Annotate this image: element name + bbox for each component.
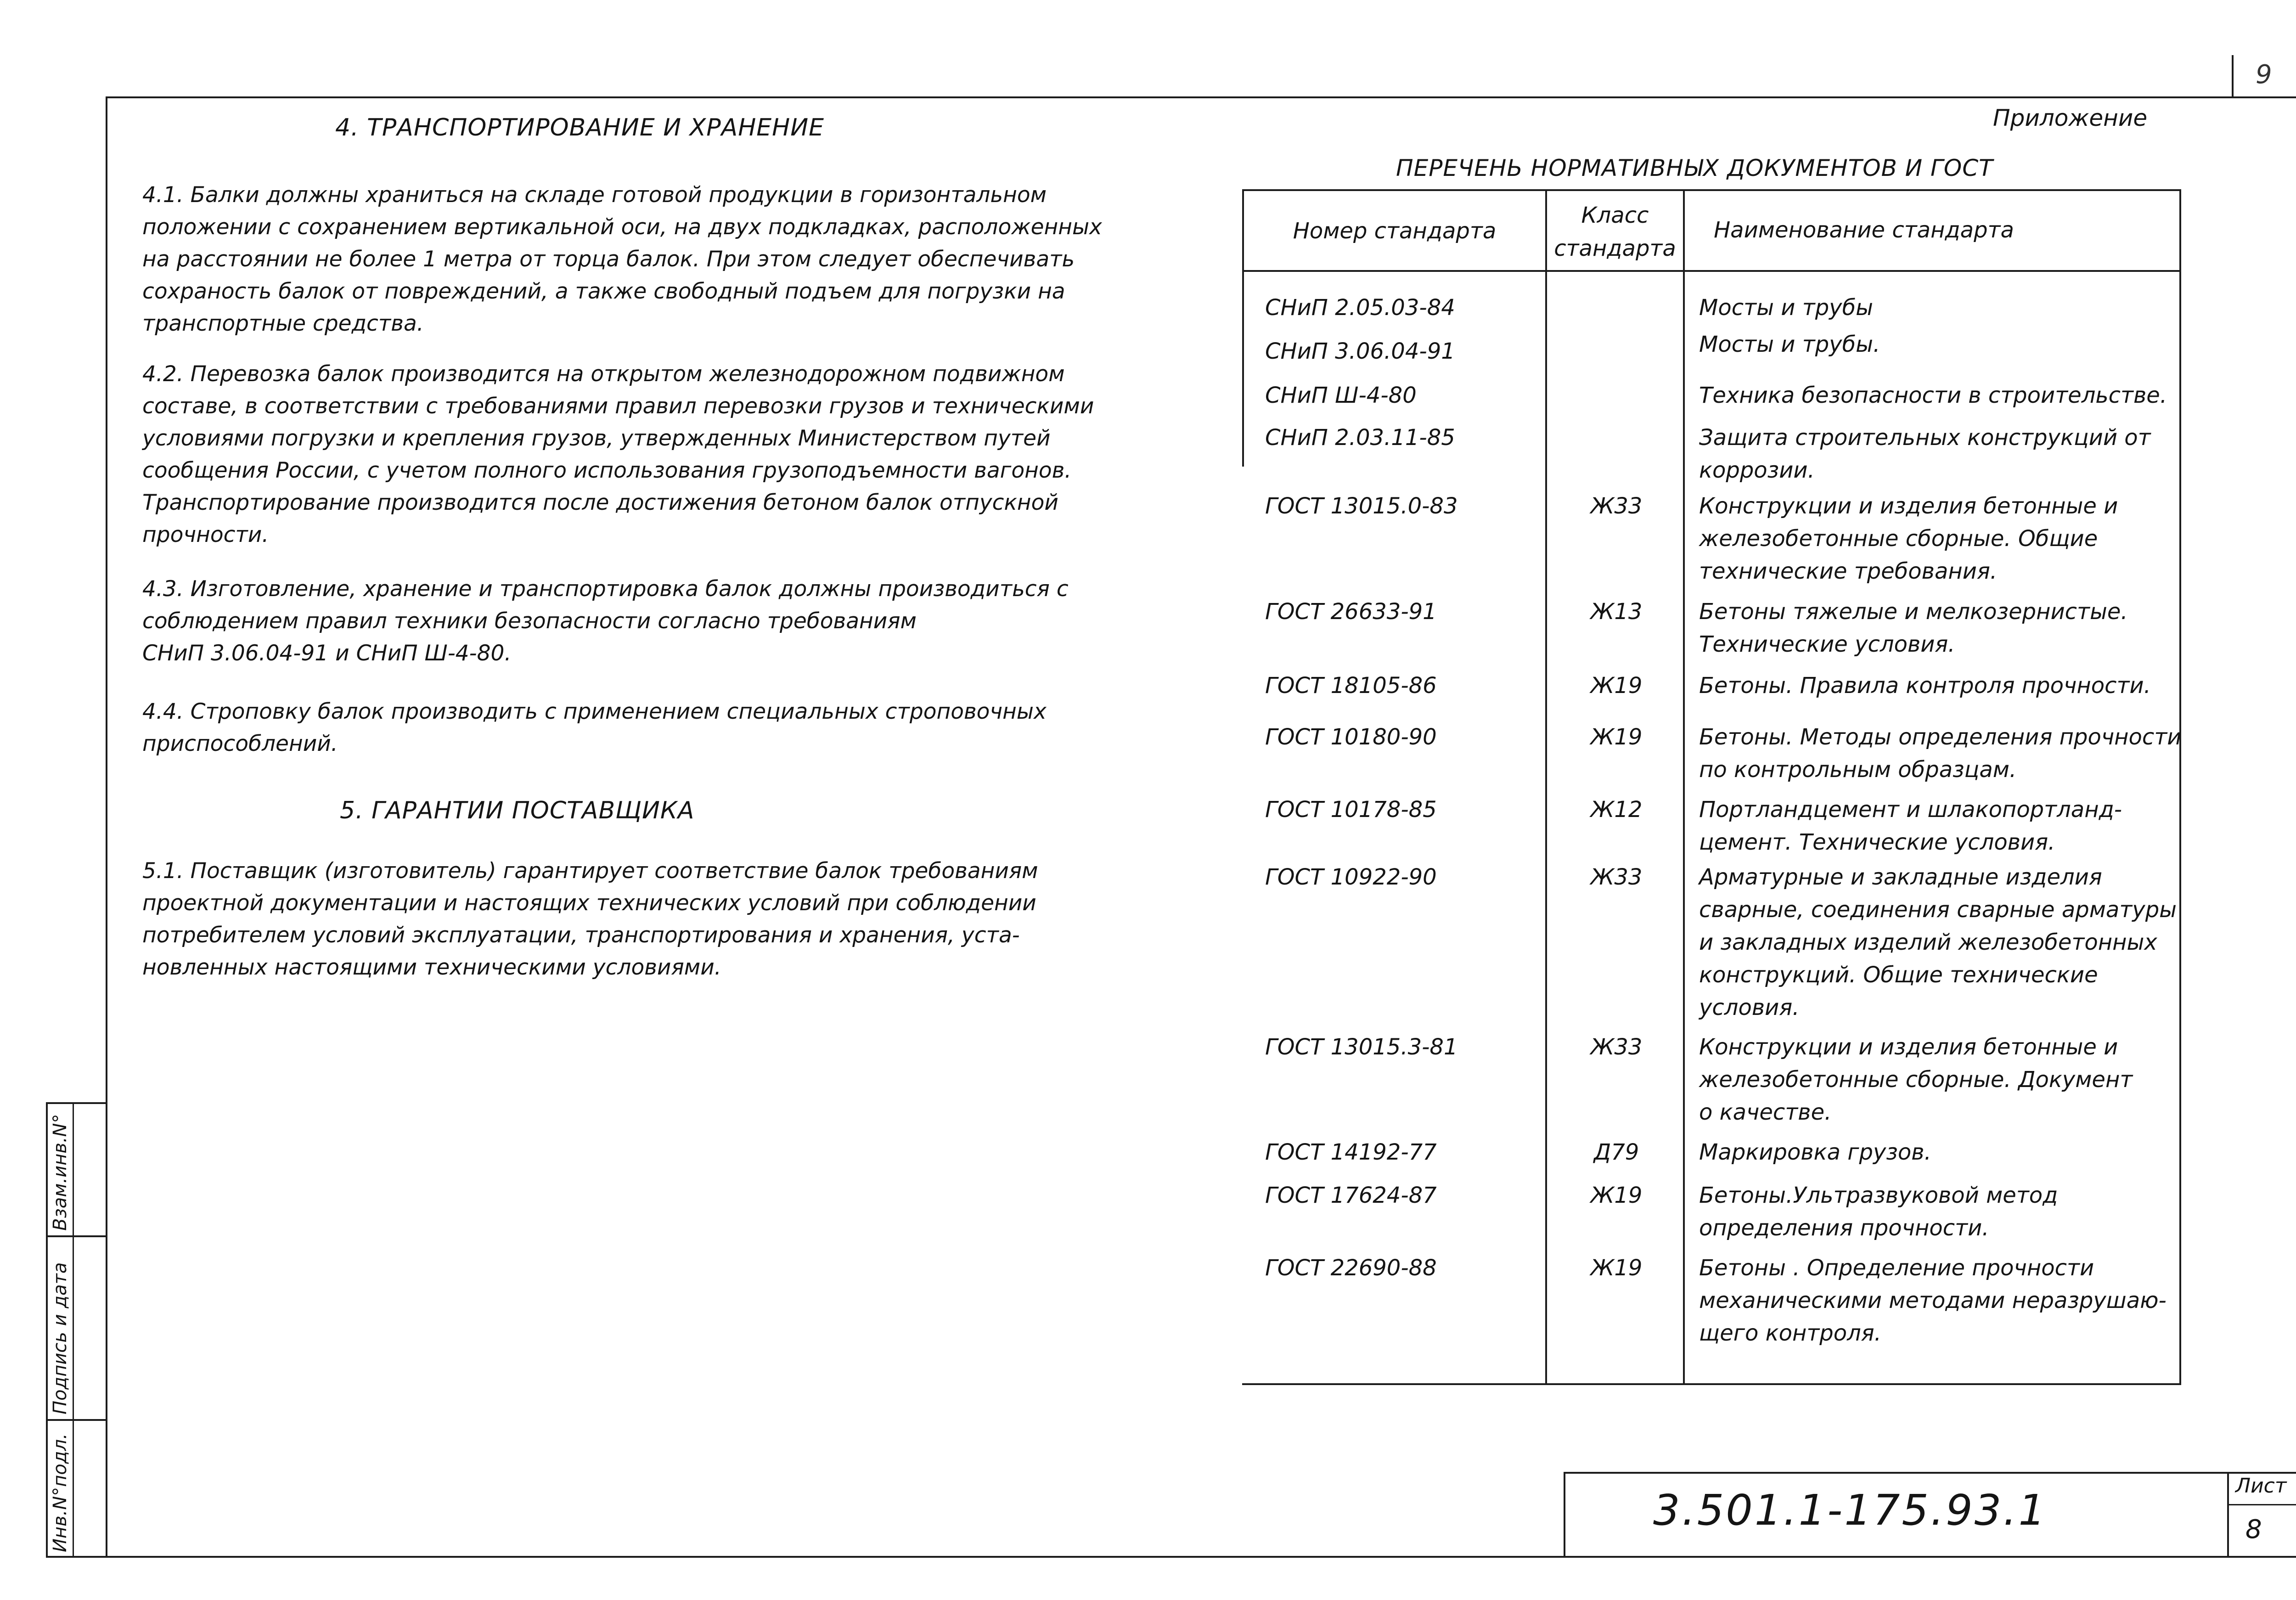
row-name-line: щего контроля. xyxy=(1699,1320,1881,1346)
paragraph-line: транспортные средства. xyxy=(142,311,424,336)
row-name-line: Бетоны . Определение прочности xyxy=(1699,1255,2094,1281)
row-number: ГОСТ 10180-90 xyxy=(1265,724,1437,750)
header-name: Наименование стандарта xyxy=(1714,217,2014,243)
table-header-bottom xyxy=(1242,270,2181,272)
frame-bottom-line xyxy=(46,1556,2296,1558)
header-number: Номер стандарта xyxy=(1293,218,1497,244)
table-top xyxy=(1242,189,2181,191)
row-class: Д79 xyxy=(1593,1139,1639,1165)
paragraph-line: приспособлений. xyxy=(142,731,338,756)
row-name-line: о качестве. xyxy=(1699,1099,1832,1125)
row-number: ГОСТ 17624-87 xyxy=(1265,1183,1437,1208)
row-name xyxy=(1699,379,2167,412)
row-number: ГОСТ 18105-86 xyxy=(1265,673,1437,699)
row-name-line: Технические условия. xyxy=(1699,631,1955,657)
row-name-line: конструкций. Общие технические xyxy=(1699,962,2098,988)
row-name-line: Бетоны. Методы определения прочности xyxy=(1699,724,2182,750)
document-code: 3.501.1-175.93.1 xyxy=(1653,1486,2048,1535)
row-class: Ж19 xyxy=(1590,673,1643,699)
row-name-line: сварные, соединения сварные арматуры xyxy=(1699,897,2177,923)
side-label-inventory: Инв.N°подл. xyxy=(50,1433,71,1552)
row-class: Ж33 xyxy=(1590,493,1643,519)
row-number: ГОСТ 14192-77 xyxy=(1265,1139,1437,1165)
row-name-line: технические требования. xyxy=(1699,558,1998,584)
side-stamp-inner-v xyxy=(73,1102,74,1558)
row-number: СНиП 2.03.11-85 xyxy=(1265,425,1455,451)
paragraph-line: потребителем условий эксплуатации, транспортирования и хранения, уста- xyxy=(142,923,1020,948)
section5-heading: 5. ГАРАНТИИ ПОСТАВЩИКА xyxy=(340,797,695,824)
paragraph-line: прочности. xyxy=(142,522,269,547)
row-name-line: Портландцемент и шлакопортланд- xyxy=(1699,797,2122,823)
row-number: ГОСТ 13015.3-81 xyxy=(1265,1034,1458,1060)
row-name xyxy=(1699,328,1880,361)
paragraph-line: СНиП 3.06.04-91 и СНиП Ш-4-80. xyxy=(142,641,512,666)
frame-corner-tick xyxy=(2232,55,2234,98)
row-class: Ж19 xyxy=(1590,1255,1643,1281)
sheet-label: Лист xyxy=(2235,1474,2287,1498)
row-name-line: Маркировка грузов. xyxy=(1699,1139,1931,1165)
paragraph-line: составе, в соответствии с требованиями правил перевозки грузов и техническими xyxy=(142,394,1094,419)
row-name xyxy=(1699,1031,2133,1129)
paragraph-line: сообщения России, с учетом полного использования грузоподъемности вагонов. xyxy=(142,458,1072,483)
side-label-signature-date: Подпись и дата xyxy=(50,1262,71,1414)
paragraph-line: сохраность балок от повреждений, а также свободный подъем для погрузки на xyxy=(142,279,1065,304)
row-name-line: Арматурные и закладные изделия xyxy=(1699,864,2102,890)
row-name-line: Мосты и трубы. xyxy=(1699,332,1880,357)
sheet-number: 8 xyxy=(2245,1515,2262,1544)
paragraph-4-1 xyxy=(142,179,1134,340)
row-class: Ж19 xyxy=(1590,724,1643,750)
row-number: ГОСТ 10178-85 xyxy=(1265,797,1437,823)
row-name xyxy=(1699,1136,1931,1169)
row-name-line: определения прочности. xyxy=(1699,1215,1989,1241)
row-name-line: железобетонные сборные. Общие xyxy=(1699,526,2098,552)
row-name xyxy=(1699,422,2151,487)
row-class: Ж33 xyxy=(1590,1034,1643,1060)
row-name-line: железобетонные сборные. Документ xyxy=(1699,1067,2133,1093)
paragraph-line: новленных настоящими техническими условиями. xyxy=(142,955,721,980)
row-name xyxy=(1699,490,2118,588)
row-number: ГОСТ 26633-91 xyxy=(1265,599,1437,625)
paragraph-line: на расстоянии не более 1 метра от торца балок. При этом следует обеспечивать xyxy=(142,247,1075,272)
row-name-line: Бетоны. Правила контроля прочности. xyxy=(1699,673,2151,699)
row-name-line: коррозии. xyxy=(1699,457,1815,483)
row-class: Ж19 xyxy=(1590,1183,1643,1208)
row-name xyxy=(1699,721,2181,786)
corner-page-number: 9 xyxy=(2256,60,2272,90)
paragraph-4-4 xyxy=(142,696,1134,760)
paragraph-line: 4.1. Балки должны храниться на складе готовой продукции в горизонтальном xyxy=(142,182,1047,208)
row-class: Ж12 xyxy=(1590,797,1643,823)
paragraph-4-3 xyxy=(142,573,1134,670)
row-name-line: Мосты и трубы xyxy=(1699,295,1874,321)
paragraph-5-1 xyxy=(142,855,1134,984)
header-class-2: стандарта xyxy=(1554,236,1676,261)
table-bottom xyxy=(1242,1383,2181,1385)
paragraph-line: 4.2. Перевозка балок производится на открытом железнодорожном подвижном xyxy=(142,361,1065,387)
appendix-label: Приложение xyxy=(1993,105,2148,131)
paragraph-4-2 xyxy=(142,358,1134,551)
title-block-left xyxy=(1564,1472,1565,1558)
row-name-line: Бетоны.Ультразвуковой метод xyxy=(1699,1183,2058,1208)
row-name xyxy=(1699,861,2177,1024)
row-name-line: и закладных изделий железобетонных xyxy=(1699,930,2157,955)
paragraph-line: 4.3. Изготовление, хранение и транспортировка балок должны производиться с xyxy=(142,576,1069,602)
row-number: ГОСТ 10922-90 xyxy=(1265,864,1437,890)
paragraph-line: 4.4. Строповку балок производить с применением специальных строповочных xyxy=(142,699,1047,724)
row-name-line: механическими методами неразрушаю- xyxy=(1699,1288,2167,1313)
frame-left-line xyxy=(106,96,107,1558)
row-class: Ж13 xyxy=(1590,599,1643,625)
row-name xyxy=(1699,596,2128,661)
row-number: СНиП 2.05.03-84 xyxy=(1265,295,1455,321)
paragraph-line: проектной документации и настоящих технических условий при соблюдении xyxy=(142,890,1036,916)
side-label-replacement: Взам.инв.N° xyxy=(50,1114,71,1231)
sheet-cell-left xyxy=(2227,1472,2229,1558)
row-class: Ж33 xyxy=(1590,864,1643,890)
row-name-line: Конструкции и изделия бетонные и xyxy=(1699,493,2118,519)
row-name xyxy=(1699,1179,2058,1245)
row-name-line: по контрольным образцам. xyxy=(1699,757,2017,783)
row-name-line: Техника безопасности в строительстве. xyxy=(1699,383,2167,408)
row-number: СНиП 3.06.04-91 xyxy=(1265,338,1455,364)
row-name-line: Защита строительных конструкций от xyxy=(1699,425,2151,451)
table-col-1 xyxy=(1545,189,1547,1385)
row-number: СНиП Ш-4-80 xyxy=(1265,383,1417,408)
row-name-line: Бетоны тяжелые и мелкозернистые. xyxy=(1699,599,2128,625)
paragraph-line: Транспортирование производится после достижения бетоном балок отпускной xyxy=(142,490,1058,515)
frame-top-line xyxy=(106,96,2296,98)
row-name xyxy=(1699,292,1873,324)
side-stamp-top xyxy=(46,1102,107,1104)
side-stamp-divider-1 xyxy=(46,1235,107,1237)
section4-heading: 4. ТРАНСПОРТИРОВАНИЕ И ХРАНЕНИЕ xyxy=(335,114,825,141)
sheet-cell-divider xyxy=(2227,1504,2296,1505)
paragraph-line: положении с сохранением вертикальной оси, на двух подкладках, расположенных xyxy=(142,214,1102,240)
row-name-line: цемент. Технические условия. xyxy=(1699,829,2055,855)
paragraph-line: соблюдением правил техники безопасности согласно требованиям xyxy=(142,608,917,634)
appendix-title: ПЕРЕЧЕНЬ НОРМАТИВНЫХ ДОКУМЕНТОВ И ГОСТ xyxy=(1396,155,1993,181)
title-block-top xyxy=(1564,1472,2296,1474)
side-stamp-divider-2 xyxy=(46,1419,107,1421)
paragraph-line: условиями погрузки и крепления грузов, утвержденных Министерством путей xyxy=(142,426,1051,451)
row-name-line: условия. xyxy=(1699,995,1800,1020)
row-name xyxy=(1699,1252,2167,1350)
row-name xyxy=(1699,794,2122,859)
header-class-1: Класс xyxy=(1581,203,1649,228)
row-number: ГОСТ 22690-88 xyxy=(1265,1255,1437,1281)
row-name-line: Конструкции и изделия бетонные и xyxy=(1699,1034,2118,1060)
side-stamp-left xyxy=(46,1102,48,1558)
row-name xyxy=(1699,670,2151,702)
row-number: ГОСТ 13015.0-83 xyxy=(1265,493,1458,519)
table-right xyxy=(2179,189,2181,1385)
paragraph-line: 5.1. Поставщик (изготовитель) гарантирует соответствие балок требованиям xyxy=(142,858,1038,884)
